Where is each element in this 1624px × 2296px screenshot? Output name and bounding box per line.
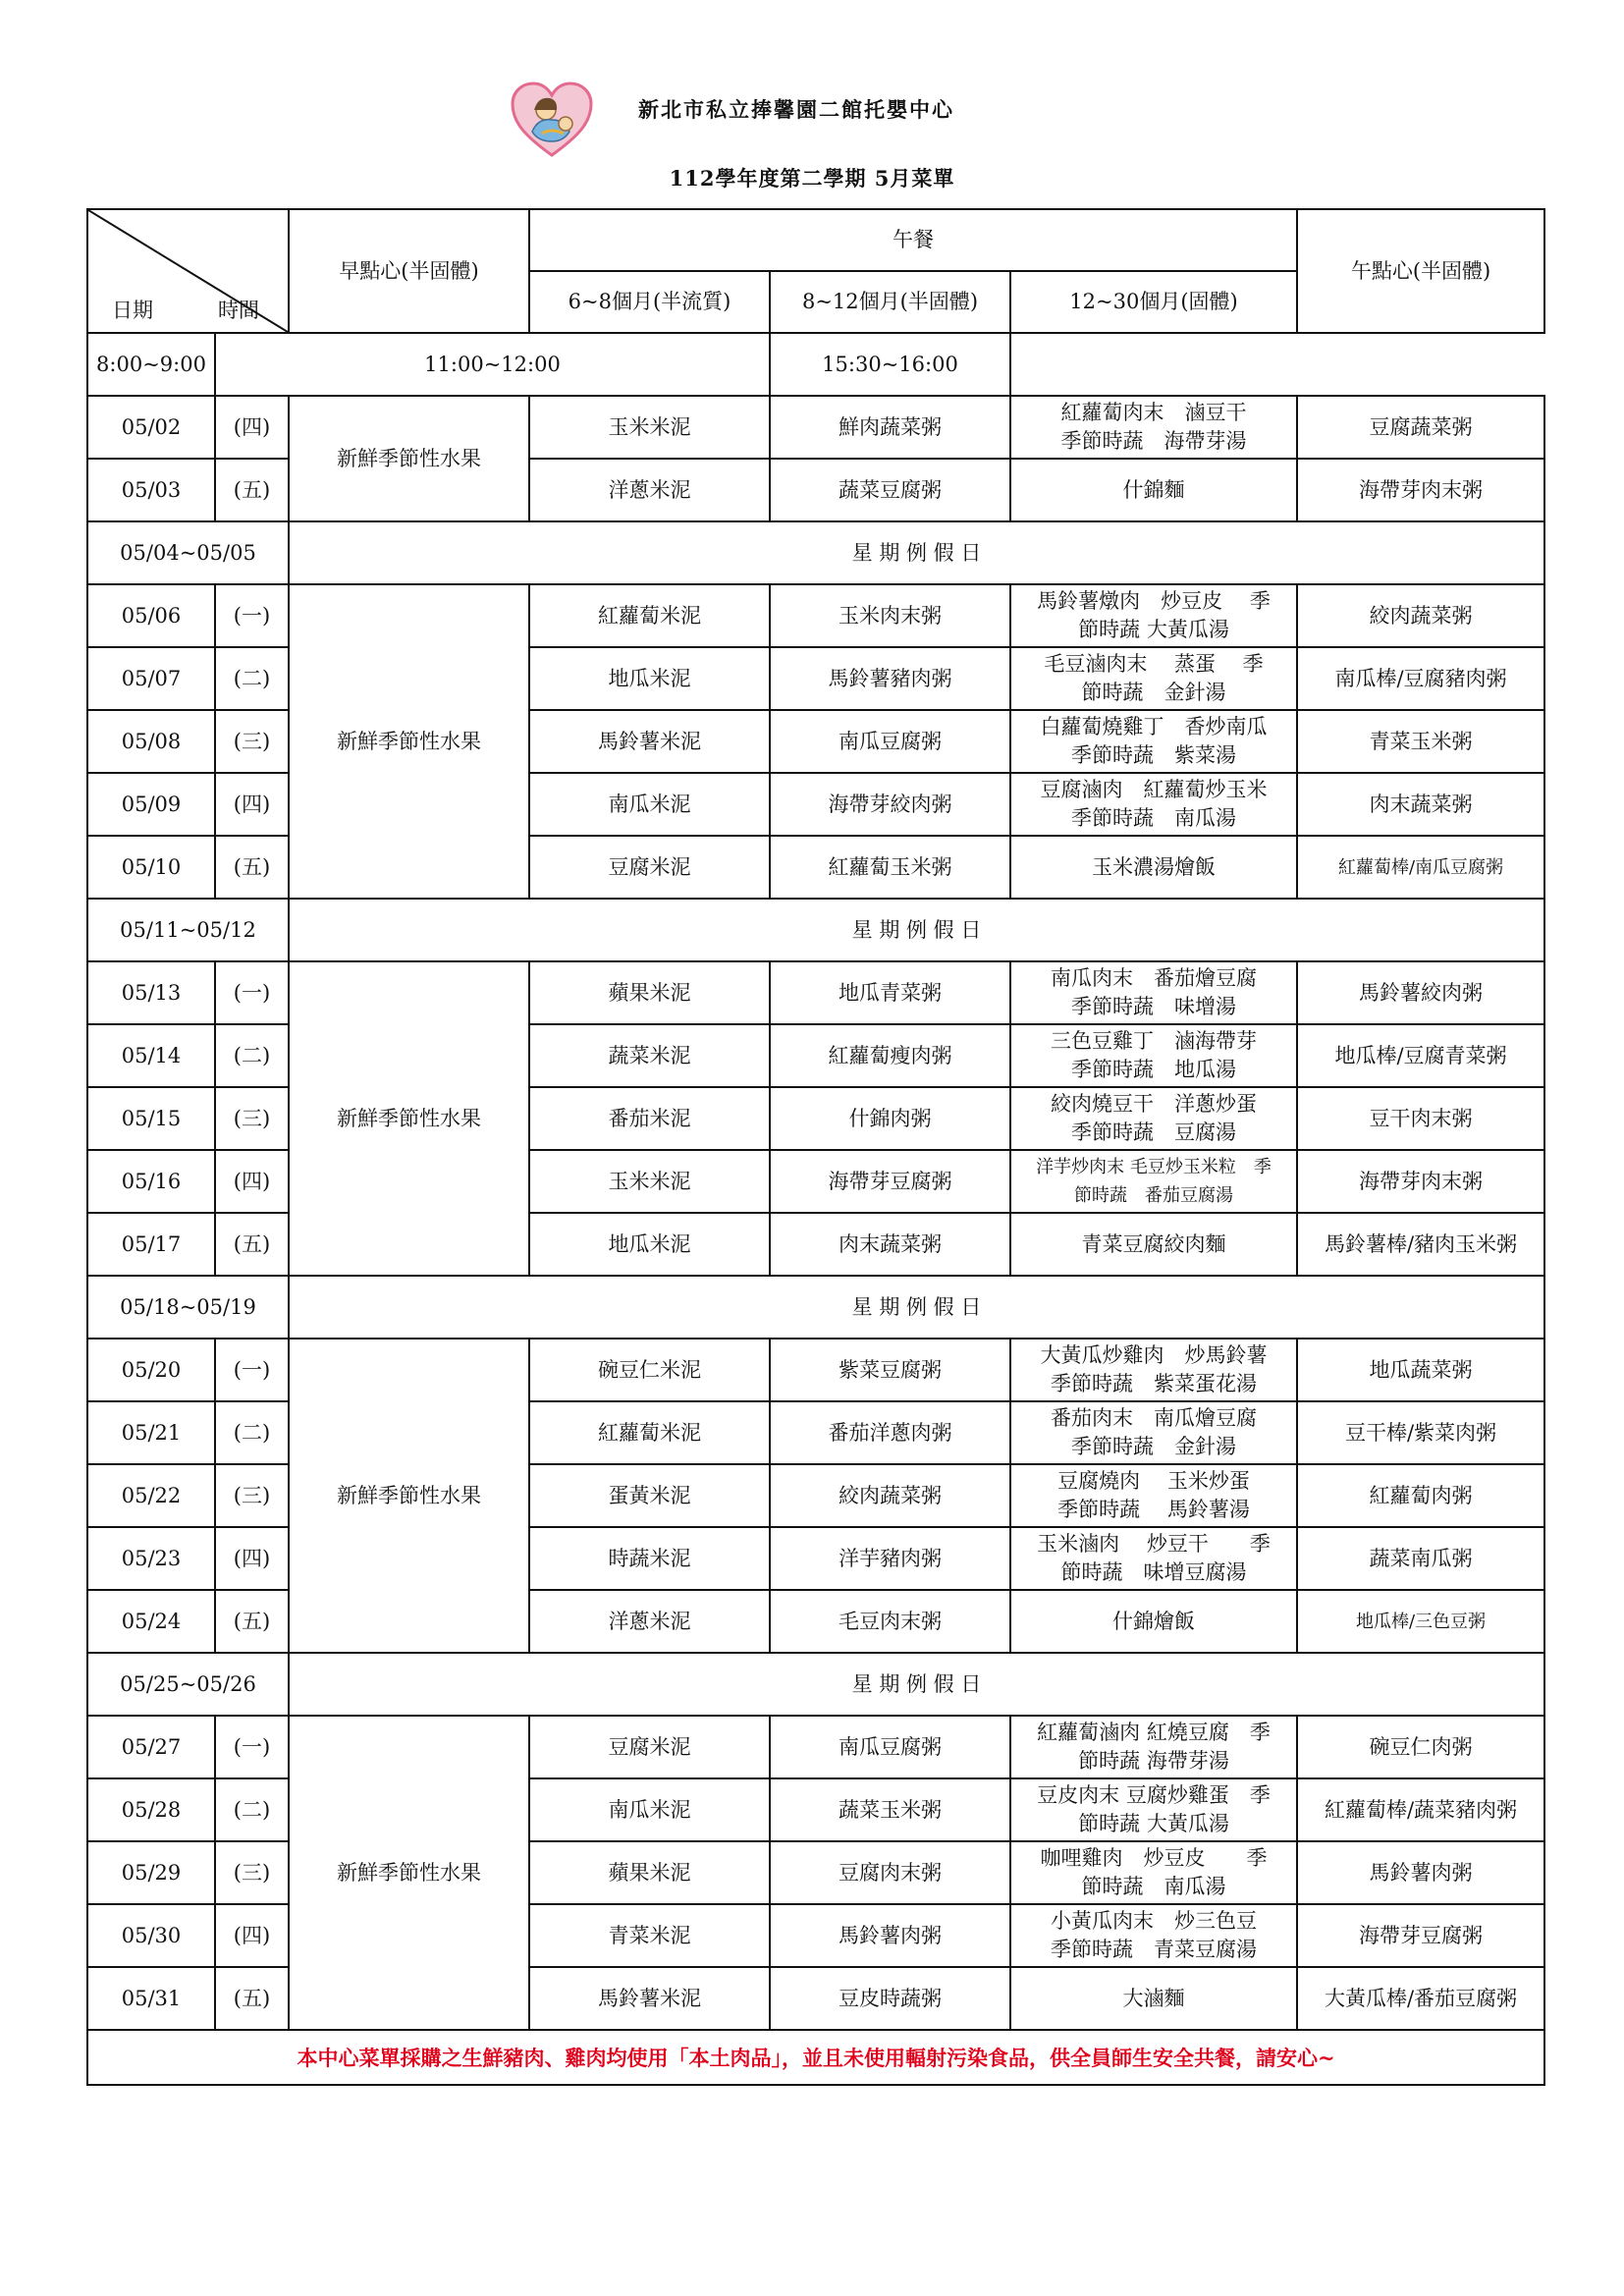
- holiday-row: [87, 899, 1544, 961]
- afternoon-cell: 海帶芽豆腐粥: [1297, 1904, 1544, 1967]
- holiday-date-range: 05/25~05/26: [87, 1653, 289, 1716]
- weekday-cell: (二): [215, 1778, 289, 1841]
- weekday-cell: (四): [215, 773, 289, 836]
- afternoon-cell: 馬鈴薯絞肉粥: [1297, 961, 1544, 1024]
- lunch-6-8-cell: 洋蔥米泥: [529, 1590, 770, 1653]
- afternoon-cell: 豆干肉末粥: [1297, 1087, 1544, 1150]
- lunch-12-30-line-1: 番茄肉末 南瓜燴豆腐: [1051, 1406, 1258, 1430]
- weekday-cell: (四): [215, 1904, 289, 1967]
- time-lunch: 11:00~12:00: [215, 333, 770, 396]
- menu-day-row: [87, 1339, 1544, 1401]
- lunch-12-30-cell: [1010, 1401, 1297, 1464]
- afternoon-cell: 海帶芽肉末粥: [1297, 459, 1544, 521]
- lunch-6-8-cell: 紅蘿蔔米泥: [529, 584, 770, 647]
- lunch-12-30-line-1: 紅蘿蔔滷肉 紅燒豆腐 季: [1037, 1721, 1271, 1744]
- lunch-8-12-cell: 紅蘿蔔玉米粥: [770, 836, 1010, 899]
- menu-table: [86, 208, 1545, 2086]
- corner-date-label: 日期: [112, 299, 153, 322]
- lunch-6-8-header: 6~8個月(半流質): [529, 271, 770, 333]
- holiday-date-range: 05/11~05/12: [87, 899, 289, 961]
- afternoon-cell: 蔬菜南瓜粥: [1297, 1527, 1544, 1590]
- lunch-8-12-cell: 南瓜豆腐粥: [770, 1716, 1010, 1778]
- lunch-6-8-cell: 時蔬米泥: [529, 1527, 770, 1590]
- lunch-12-30-line-1: 絞肉燒豆干 洋蔥炒蛋: [1051, 1092, 1258, 1116]
- weekday-cell: (三): [215, 1464, 289, 1527]
- lunch-12-30-line-2: 節時蔬 金針湯: [1081, 681, 1226, 704]
- lunch-6-8-cell: 碗豆仁米泥: [529, 1339, 770, 1401]
- weekday-cell: (三): [215, 1841, 289, 1904]
- lunch-12-30-line-2: 季節時蔬 紫菜蛋花湯: [1051, 1372, 1258, 1395]
- lunch-12-30-line-1: 玉米濃湯燴飯: [1092, 854, 1217, 879]
- lunch-12-30-line-1: 白蘿蔔燒雞丁 香炒南瓜: [1040, 715, 1268, 738]
- lunch-12-30-cell: [1010, 1527, 1297, 1590]
- date-cell: 05/13: [87, 961, 215, 1024]
- weekday-cell: (五): [215, 1967, 289, 2030]
- holiday-label: 星 期 例 假 日: [289, 1653, 1544, 1716]
- date-cell: 05/07: [87, 647, 215, 710]
- lunch-8-12-cell: 毛豆肉末粥: [770, 1590, 1010, 1653]
- weekday-cell: (四): [215, 1150, 289, 1213]
- lunch-12-30-line-2: 節時蔬 味增豆腐湯: [1060, 1560, 1247, 1584]
- lunch-12-30-line-2: 季節時蔬 紫菜湯: [1071, 743, 1237, 767]
- center-logo: [509, 81, 595, 159]
- lunch-12-30-cell: [1010, 710, 1297, 773]
- lunch-12-30-line-1: 什錦麵: [1122, 477, 1185, 502]
- lunch-12-30-line-1: 玉米滷肉 炒豆干 季: [1037, 1532, 1271, 1556]
- lunch-12-30-line-1: 什錦燴飯: [1112, 1609, 1196, 1633]
- weekday-cell: (一): [215, 1716, 289, 1778]
- holiday-row: [87, 1653, 1544, 1716]
- lunch-12-30-line-1: 青菜豆腐絞肉麵: [1081, 1231, 1226, 1256]
- org-title: 新北市私立捧馨園二館托嬰中心: [638, 97, 954, 122]
- holiday-date-range: 05/18~05/19: [87, 1276, 289, 1339]
- date-cell: 05/31: [87, 1967, 215, 2030]
- afternoon-cell: 馬鈴薯棒/豬肉玉米粥: [1297, 1213, 1544, 1276]
- lunch-6-8-cell: 玉米米泥: [529, 1150, 770, 1213]
- lunch-6-8-cell: 洋蔥米泥: [529, 459, 770, 521]
- lunch-12-30-line-1: 豆皮肉末 豆腐炒雞蛋 季: [1037, 1783, 1271, 1807]
- afternoon-cell: 豆干棒/紫菜肉粥: [1297, 1401, 1544, 1464]
- lunch-6-8-cell: 番茄米泥: [529, 1087, 770, 1150]
- lunch-12-30-cell: [1010, 1024, 1297, 1087]
- lunch-12-30-line-1: 豆腐滷肉 紅蘿蔔炒玉米: [1040, 778, 1268, 801]
- weekday-cell: (五): [215, 459, 289, 521]
- lunch-8-12-cell: 鮮肉蔬菜粥: [770, 396, 1010, 459]
- afternoon-cell: 地瓜蔬菜粥: [1297, 1339, 1544, 1401]
- lunch-12-30-line-1: 豆腐燒肉 玉米炒蛋: [1057, 1469, 1250, 1493]
- lunch-12-30-line-2: 節時蔬 海帶芽湯: [1078, 1749, 1229, 1773]
- weekday-cell: (三): [215, 1087, 289, 1150]
- breakfast-cell: 新鮮季節性水果: [289, 396, 529, 521]
- lunch-8-12-cell: 海帶芽絞肉粥: [770, 773, 1010, 836]
- lunch-6-8-cell: 青菜米泥: [529, 1904, 770, 1967]
- breakfast-cell: 新鮮季節性水果: [289, 1339, 529, 1653]
- lunch-header: 午餐: [529, 209, 1297, 271]
- afternoon-cell: 南瓜棒/豆腐豬肉粥: [1297, 647, 1544, 710]
- holiday-row: [87, 1276, 1544, 1339]
- lunch-12-30-cell: [1010, 836, 1297, 899]
- footer-note: 本中心菜單採購之生鮮豬肉、雞肉均使用「本土肉品」，並且未使用輻射污染食品，供全員師生安全共餐，請安心~: [87, 2030, 1544, 2085]
- lunch-6-8-cell: 南瓜米泥: [529, 1778, 770, 1841]
- lunch-8-12-cell: 玉米肉末粥: [770, 584, 1010, 647]
- afternoon-cell: 碗豆仁肉粥: [1297, 1716, 1544, 1778]
- lunch-12-30-cell: [1010, 1967, 1297, 2030]
- lunch-12-30-line-2: 季節時蔬 青菜豆腐湯: [1051, 1938, 1258, 1961]
- lunch-8-12-header: 8~12個月(半固體): [770, 271, 1010, 333]
- lunch-8-12-cell: 洋芋豬肉粥: [770, 1527, 1010, 1590]
- lunch-12-30-cell: [1010, 1213, 1297, 1276]
- date-cell: 05/24: [87, 1590, 215, 1653]
- weekday-cell: (二): [215, 1401, 289, 1464]
- lunch-6-8-cell: 蘋果米泥: [529, 1841, 770, 1904]
- date-cell: 05/20: [87, 1339, 215, 1401]
- lunch-12-30-cell: [1010, 396, 1297, 459]
- afternoon-cell: 紅蘿蔔肉粥: [1297, 1464, 1544, 1527]
- lunch-12-30-line-1: 紅蘿蔔肉末 滷豆干: [1060, 401, 1247, 424]
- weekday-cell: (五): [215, 1213, 289, 1276]
- afternoon-cell: 紅蘿蔔棒/蔬菜豬肉粥: [1297, 1778, 1544, 1841]
- time-afternoon: 15:30~16:00: [770, 333, 1010, 396]
- lunch-12-30-cell: [1010, 1339, 1297, 1401]
- date-cell: 05/02: [87, 396, 215, 459]
- lunch-8-12-cell: 什錦肉粥: [770, 1087, 1010, 1150]
- date-cell: 05/03: [87, 459, 215, 521]
- lunch-12-30-cell: [1010, 459, 1297, 521]
- lunch-12-30-line-2: 節時蔬 番茄豆腐湯: [1074, 1185, 1234, 1206]
- weekday-cell: (二): [215, 647, 289, 710]
- lunch-12-30-line-2: 節時蔬 大黃瓜湯: [1078, 618, 1229, 641]
- holiday-row: [87, 521, 1544, 584]
- weekday-cell: (五): [215, 1590, 289, 1653]
- date-cell: 05/17: [87, 1213, 215, 1276]
- lunch-12-30-line-1: 洋芋炒肉末 毛豆炒玉米粒 季: [1036, 1157, 1272, 1177]
- date-cell: 05/30: [87, 1904, 215, 1967]
- date-cell: 05/27: [87, 1716, 215, 1778]
- lunch-6-8-cell: 地瓜米泥: [529, 647, 770, 710]
- date-cell: 05/16: [87, 1150, 215, 1213]
- breakfast-cell: 新鮮季節性水果: [289, 584, 529, 899]
- lunch-12-30-cell: [1010, 1150, 1297, 1213]
- weekday-cell: (一): [215, 1339, 289, 1401]
- time-breakfast: 8:00~9:00: [87, 333, 215, 396]
- lunch-8-12-cell: 地瓜青菜粥: [770, 961, 1010, 1024]
- afternoon-cell: 地瓜棒/三色豆粥: [1297, 1590, 1544, 1653]
- afternoon-cell: 馬鈴薯肉粥: [1297, 1841, 1544, 1904]
- lunch-6-8-cell: 蘋果米泥: [529, 961, 770, 1024]
- lunch-12-30-cell: [1010, 961, 1297, 1024]
- menu-day-row: [87, 396, 1544, 459]
- lunch-12-30-line-2: 季節時蔬 金針湯: [1071, 1435, 1237, 1458]
- lunch-12-30-line-1: 毛豆滷肉末 蒸蛋 季: [1044, 652, 1264, 676]
- weekday-cell: (三): [215, 710, 289, 773]
- breakfast-cell: 新鮮季節性水果: [289, 1716, 529, 2030]
- date-cell: 05/28: [87, 1778, 215, 1841]
- afternoon-cell: 肉末蔬菜粥: [1297, 773, 1544, 836]
- date-cell: 05/21: [87, 1401, 215, 1464]
- lunch-12-30-line-2: 季節時蔬 馬鈴薯湯: [1057, 1498, 1250, 1521]
- corner-time-label: 時間: [218, 299, 259, 322]
- lunch-6-8-cell: 玉米米泥: [529, 396, 770, 459]
- lunch-8-12-cell: 紫菜豆腐粥: [770, 1339, 1010, 1401]
- holiday-label: 星 期 例 假 日: [289, 1276, 1544, 1339]
- holiday-label: 星 期 例 假 日: [289, 521, 1544, 584]
- lunch-6-8-cell: 豆腐米泥: [529, 836, 770, 899]
- date-cell: 05/08: [87, 710, 215, 773]
- holiday-date-range: 05/04~05/05: [87, 521, 289, 584]
- afternoon-cell: 絞肉蔬菜粥: [1297, 584, 1544, 647]
- lunch-8-12-cell: 絞肉蔬菜粥: [770, 1464, 1010, 1527]
- lunch-12-30-line-2: 季節時蔬 味增湯: [1071, 995, 1237, 1018]
- lunch-12-30-line-1: 咖哩雞肉 炒豆皮 季: [1040, 1846, 1268, 1870]
- date-cell: 05/15: [87, 1087, 215, 1150]
- weekday-cell: (一): [215, 584, 289, 647]
- date-cell: 05/14: [87, 1024, 215, 1087]
- afternoon-cell: 海帶芽肉末粥: [1297, 1150, 1544, 1213]
- lunch-8-12-cell: 南瓜豆腐粥: [770, 710, 1010, 773]
- menu-day-row: [87, 1716, 1544, 1778]
- lunch-12-30-cell: [1010, 773, 1297, 836]
- lunch-12-30-cell: [1010, 1716, 1297, 1778]
- lunch-8-12-cell: 肉末蔬菜粥: [770, 1213, 1010, 1276]
- weekday-cell: (一): [215, 961, 289, 1024]
- lunch-8-12-cell: 豆皮時蔬粥: [770, 1967, 1010, 2030]
- lunch-12-30-cell: [1010, 1590, 1297, 1653]
- footer-note-row: [87, 2030, 1544, 2085]
- lunch-12-30-header: 12~30個月(固體): [1010, 271, 1297, 333]
- lunch-12-30-line-1: 南瓜肉末 番茄燴豆腐: [1051, 966, 1258, 990]
- afternoon-header: 午點心(半固體): [1297, 209, 1544, 333]
- weekday-cell: (四): [215, 1527, 289, 1590]
- breakfast-cell: 新鮮季節性水果: [289, 961, 529, 1276]
- date-cell: 05/22: [87, 1464, 215, 1527]
- date-cell: 05/29: [87, 1841, 215, 1904]
- date-time-corner-cell: [87, 209, 289, 333]
- lunch-12-30-cell: [1010, 1841, 1297, 1904]
- lunch-6-8-cell: 南瓜米泥: [529, 773, 770, 836]
- lunch-12-30-cell: [1010, 1904, 1297, 1967]
- holiday-label: 星 期 例 假 日: [289, 899, 1544, 961]
- afternoon-cell: 紅蘿蔔棒/南瓜豆腐粥: [1297, 836, 1544, 899]
- lunch-8-12-cell: 蔬菜玉米粥: [770, 1778, 1010, 1841]
- lunch-8-12-cell: 番茄洋蔥肉粥: [770, 1401, 1010, 1464]
- lunch-12-30-line-2: 節時蔬 大黃瓜湯: [1078, 1812, 1229, 1835]
- lunch-8-12-cell: 海帶芽豆腐粥: [770, 1150, 1010, 1213]
- lunch-12-30-cell: [1010, 584, 1297, 647]
- lunch-12-30-line-2: 季節時蔬 豆腐湯: [1071, 1121, 1237, 1144]
- lunch-12-30-line-1: 三色豆雞丁 滷海帶芽: [1051, 1029, 1258, 1053]
- lunch-6-8-cell: 地瓜米泥: [529, 1213, 770, 1276]
- lunch-6-8-cell: 馬鈴薯米泥: [529, 1967, 770, 2030]
- lunch-12-30-line-2: 季節時蔬 地瓜湯: [1071, 1058, 1237, 1081]
- lunch-12-30-line-1: 大黃瓜炒雞肉 炒馬鈴薯: [1040, 1343, 1268, 1367]
- lunch-12-30-line-1: 大滷麵: [1122, 1986, 1185, 2010]
- date-cell: 05/23: [87, 1527, 215, 1590]
- lunch-6-8-cell: 蛋黃米泥: [529, 1464, 770, 1527]
- afternoon-cell: 青菜玉米粥: [1297, 710, 1544, 773]
- lunch-6-8-cell: 豆腐米泥: [529, 1716, 770, 1778]
- weekday-cell: (五): [215, 836, 289, 899]
- lunch-6-8-cell: 蔬菜米泥: [529, 1024, 770, 1087]
- date-cell: 05/06: [87, 584, 215, 647]
- lunch-6-8-cell: 紅蘿蔔米泥: [529, 1401, 770, 1464]
- lunch-8-12-cell: 馬鈴薯肉粥: [770, 1904, 1010, 1967]
- afternoon-cell: 地瓜棒/豆腐青菜粥: [1297, 1024, 1544, 1087]
- lunch-6-8-cell: 馬鈴薯米泥: [529, 710, 770, 773]
- weekday-cell: (四): [215, 396, 289, 459]
- breakfast-header: 早點心(半固體): [289, 209, 529, 333]
- lunch-12-30-cell: [1010, 1464, 1297, 1527]
- date-cell: 05/09: [87, 773, 215, 836]
- lunch-12-30-cell: [1010, 1087, 1297, 1150]
- lunch-12-30-line-2: 節時蔬 南瓜湯: [1081, 1875, 1226, 1898]
- date-cell: 05/10: [87, 836, 215, 899]
- menu-title: 112學年度第二學期 5月菜單: [669, 166, 955, 191]
- lunch-8-12-cell: 紅蘿蔔瘦肉粥: [770, 1024, 1010, 1087]
- lunch-8-12-cell: 馬鈴薯豬肉粥: [770, 647, 1010, 710]
- lunch-12-30-line-1: 馬鈴薯燉肉 炒豆皮 季: [1037, 589, 1271, 613]
- lunch-12-30-cell: [1010, 647, 1297, 710]
- afternoon-cell: 大黃瓜棒/番茄豆腐粥: [1297, 1967, 1544, 2030]
- lunch-8-12-cell: 豆腐肉末粥: [770, 1841, 1010, 1904]
- lunch-12-30-cell: [1010, 1778, 1297, 1841]
- menu-day-row: [87, 584, 1544, 647]
- afternoon-cell: 豆腐蔬菜粥: [1297, 396, 1544, 459]
- lunch-8-12-cell: 蔬菜豆腐粥: [770, 459, 1010, 521]
- lunch-12-30-line-2: 季節時蔬 海帶芽湯: [1060, 429, 1247, 453]
- weekday-cell: (二): [215, 1024, 289, 1087]
- lunch-12-30-line-1: 小黃瓜肉末 炒三色豆: [1051, 1909, 1258, 1933]
- lunch-12-30-line-2: 季節時蔬 南瓜湯: [1071, 806, 1237, 830]
- menu-day-row: [87, 961, 1544, 1024]
